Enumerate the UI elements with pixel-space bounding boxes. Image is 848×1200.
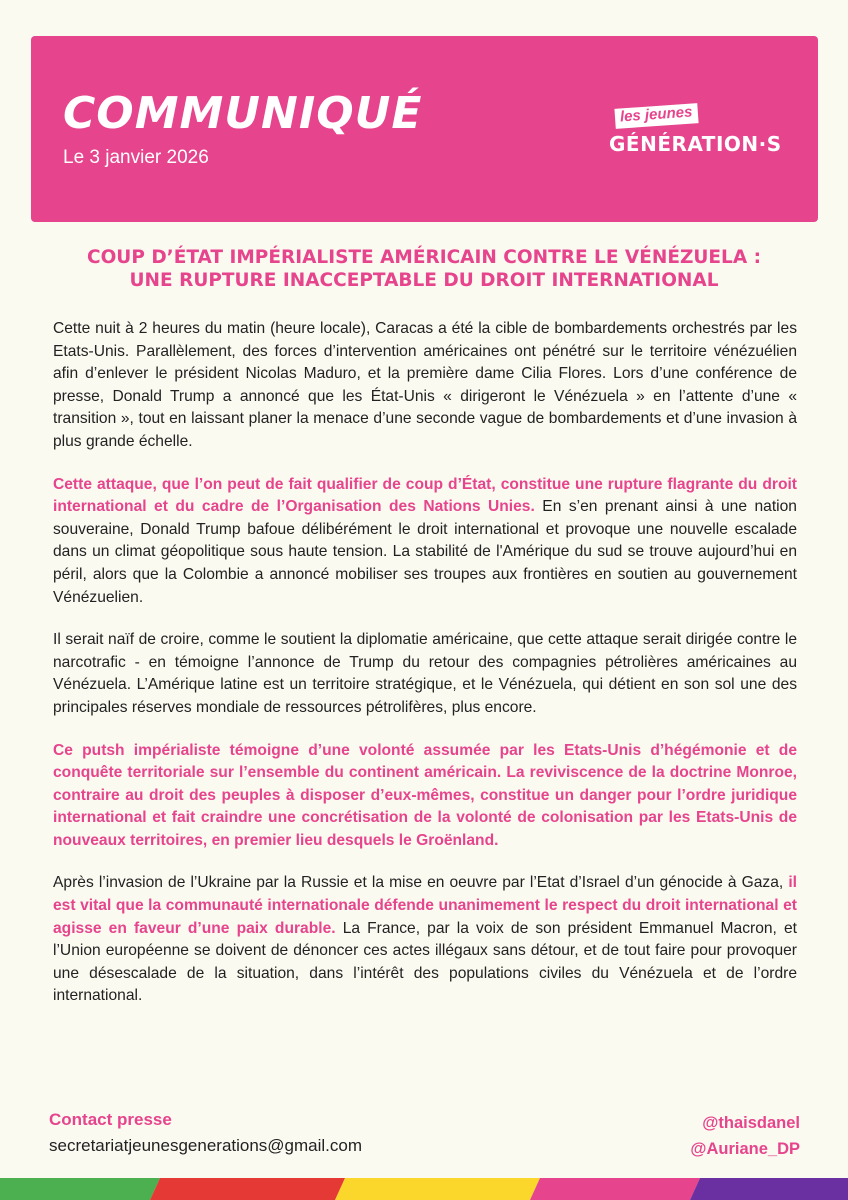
banner-title: COMMUNIQUÉ — [63, 88, 423, 139]
stripe-red — [150, 1178, 345, 1200]
header-banner — [31, 36, 818, 222]
paragraph-2 — [53, 474, 797, 610]
stripe-pink-2 — [530, 1178, 700, 1200]
paragraph-5-start: Après l’invasion de l’Ukraine par la Russie et la mise en oeuvre par l’Etat d’Israel d’un génocide à Gaza, — [53, 874, 789, 892]
paragraph-2-rest: En s’en prenant ainsi à une nation souveraine, Donald Trump bafoue délibérément le droit international et provoque une nouvelle escalade dans un climat géopolitique sous haute tension. La stabilité de l'Amérique du sud se trouve aujourd’hui en péril, alors que la Colombie a annoncé mobiliser ses troupes aux frontières en soutien au gouvernement Vénézuelien. — [53, 498, 797, 606]
article-body — [53, 318, 797, 1028]
headline — [40, 246, 808, 292]
paragraph-1: Cette nuit à 2 heures du matin (heure locale), Caracas a été la cible de bombardements orchestrés par les Etats-Unis. Parallèlement, des forces d’intervention américaines ont pénétré sur le territoire vénézuélien afin d’enlever le président Nicolas Maduro, et la première dame Cilia Flores. Lors d’une conférence de presse, Donald Trump a annoncé que les État-Unis « dirigeront le Vénézuela » en l’attente d’une « transition », tout en laissant planer la menace d’une seconde vague de bombardements et d’une invasion à plus grande échelle. — [53, 320, 797, 450]
paragraph-4: Ce putsh impérialiste témoigne d’une volonté assumée par les Etats-Unis d’hégémonie et de conquête territoriale sur l’ensemble du continent américain. La reviviscence de la doctrine Monroe, contraire au droit des peuples à disposer d’eux-mêmes, constitue un danger pour l’ordre juridique international et fait craindre une concrétisation de la volonté de colonisation par les Etats-Unis de nouveaux territoires, en premier lieu desquels le Groënland. — [53, 741, 797, 849]
banner-date: Le 3 janvier 2026 — [63, 147, 209, 168]
headline-line-1: COUP D’ÉTAT IMPÉRIALISTE AMÉRICAIN CONTRE LE VÉNÉZUELA : — [87, 247, 761, 268]
contact-label: Contact presse — [49, 1110, 172, 1129]
paragraph-2-highlight: Cette attaque, que l’on peut de fait qualifier de coup d’État, constitue une rupture flagrante du droit international et du cadre de l’Organisation des Nations Unies. — [53, 475, 797, 516]
stripe-yellow — [335, 1178, 540, 1200]
handle-auriane[interactable]: @Auriane_DP — [690, 1140, 800, 1158]
logo-main-text: GÉNÉRATION·S — [609, 132, 782, 156]
headline-line-2: UNE RUPTURE INACCEPTABLE DU DROIT INTERNATIONAL — [129, 270, 719, 291]
color-stripes — [0, 1178, 848, 1200]
stripe-green — [0, 1178, 160, 1200]
stripe-purple — [690, 1178, 848, 1200]
logo-top-text: les jeunes — [614, 103, 698, 128]
paragraph-5-highlight: il est vital que la communauté internationale défende unanimement le respect du droit international et agisse en faveur d’une paix durable. — [53, 874, 797, 937]
handle-thaisdanel[interactable]: @thaisdanel — [702, 1114, 800, 1132]
paragraph-3: Il serait naïf de croire, comme le soutient la diplomatie américaine, que cette attaque serait dirigée contre le narcotrafic - en témoigne l’annonce de Trump du retour des compagnies pétrolières américaines au Vénézuela. L’Amérique latine est un territoire stratégique, et le Vénézuela, qui détient en son sol une des principales réserves mondiale de ressources pétrolifères, plus encore. — [53, 631, 797, 716]
paragraph-5-rest: La France, par la voix de son président Emmanuel Macron, et l’Union européenne se doivent de dénoncer ces actes illégaux sans détour, et de tout faire pour provoquer une désescalade de la situation, dans l’intérêt des populations civiles du Vénézuela et de l’ordre international. — [53, 919, 797, 1005]
generation-s-logo — [609, 103, 789, 166]
contact-email[interactable]: secretariatjeunesgenerations@gmail.com — [49, 1136, 363, 1155]
paragraph-5 — [53, 872, 797, 1008]
